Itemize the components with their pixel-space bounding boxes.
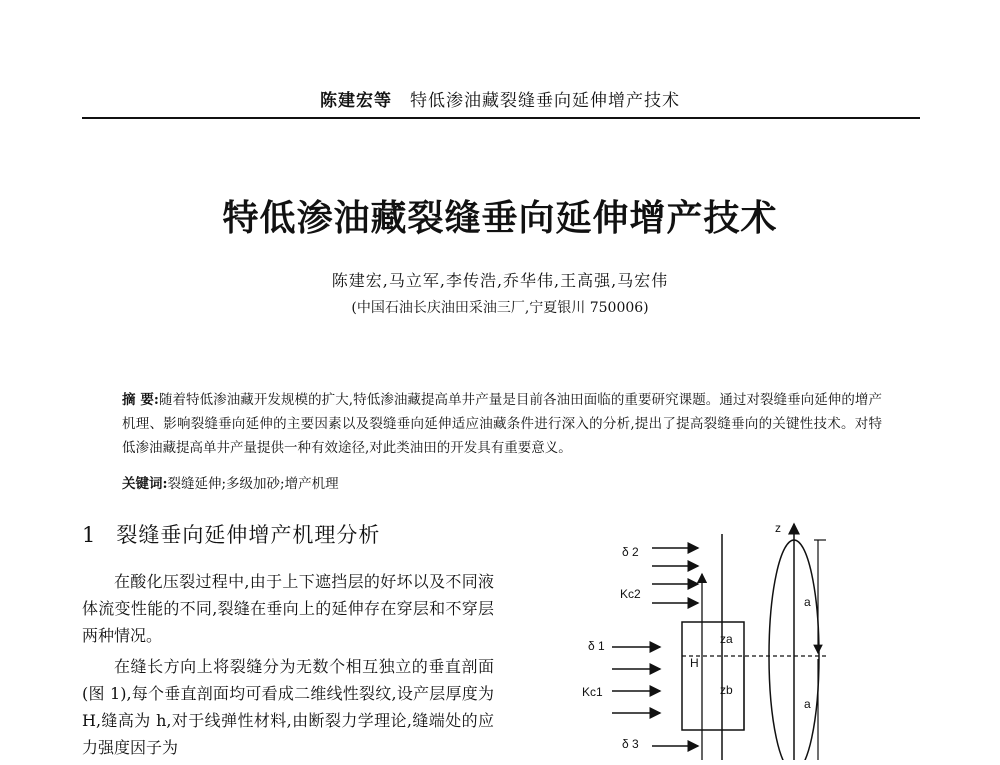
keywords-label: 关键词: [122, 476, 168, 492]
body-paragraph: 在酸化压裂过程中,由于上下遮挡层的好坏以及不同液体流变性能的不同,裂缝在垂向上的延伸存在穿层和不穿层两种情况。 [82, 572, 494, 645]
figure-1 [570, 510, 870, 760]
article-title: 特低渗油藏裂缝垂向延伸增产技术 [222, 197, 778, 239]
body-paragraph: 在缝长方向上将裂缝分为无数个相互独立的垂直剖面(图 1),每个垂直剖面均可看成二维线性裂纹,设产层厚度为 H,缝高为 h,对于线弹性材料,由断裂力学理论,缝端处的应力强度因子为 [82, 657, 494, 757]
label-zb: zb [720, 683, 733, 697]
running-header-authors: 陈建宏等 [320, 91, 392, 111]
section-number: 1 [82, 523, 97, 547]
label-delta2: δ 2 [622, 545, 639, 559]
label-delta3: δ 3 [622, 737, 639, 751]
article-authors: 陈建宏,马立军,李传浩,乔华伟,王高强,马宏伟 [331, 271, 669, 290]
header-rule [82, 117, 920, 119]
abstract [122, 388, 882, 460]
running-header-title: 特低渗油藏裂缝垂向延伸增产技术 [410, 91, 680, 111]
keywords [122, 472, 882, 492]
keywords-text: 裂缝延伸;多级加砂;增产机理 [167, 476, 339, 492]
label-kc1: Kc1 [582, 685, 603, 699]
abstract-text: 随着特低渗油藏开发规模的扩大,特低渗油藏提高单井产量是目前各油田面临的重要研究课题。通过对裂缝垂向延伸的增产机理、影响裂缝垂向延伸的主要因素以及裂缝垂向延伸适应油藏条件进行深入的分析,提出了提高裂缝垂向的关键性技术。对特低渗油藏提高单井产量提供一种有效途径,对此类油田的开发具有重要意义。 [122, 392, 882, 456]
abstract-label: 摘 要: [122, 392, 159, 408]
body-text [82, 568, 494, 765]
label-za: za [720, 632, 733, 646]
section-title: 裂缝垂向延伸增产机理分析 [116, 523, 381, 547]
pay-zone-box [682, 622, 744, 730]
label-H: H [690, 656, 699, 670]
section-heading [82, 519, 380, 549]
fracture-diagram [570, 510, 870, 760]
article-affiliation: (中国石油长庆油田采油三厂,宁夏银川 750006) [351, 300, 649, 316]
label-a-top: a [804, 595, 811, 609]
running-header [0, 86, 1000, 111]
label-z: z [775, 521, 781, 535]
label-delta1: δ 1 [588, 639, 605, 653]
label-kc2: Kc2 [620, 587, 641, 601]
label-a-bottom: a [804, 697, 811, 711]
